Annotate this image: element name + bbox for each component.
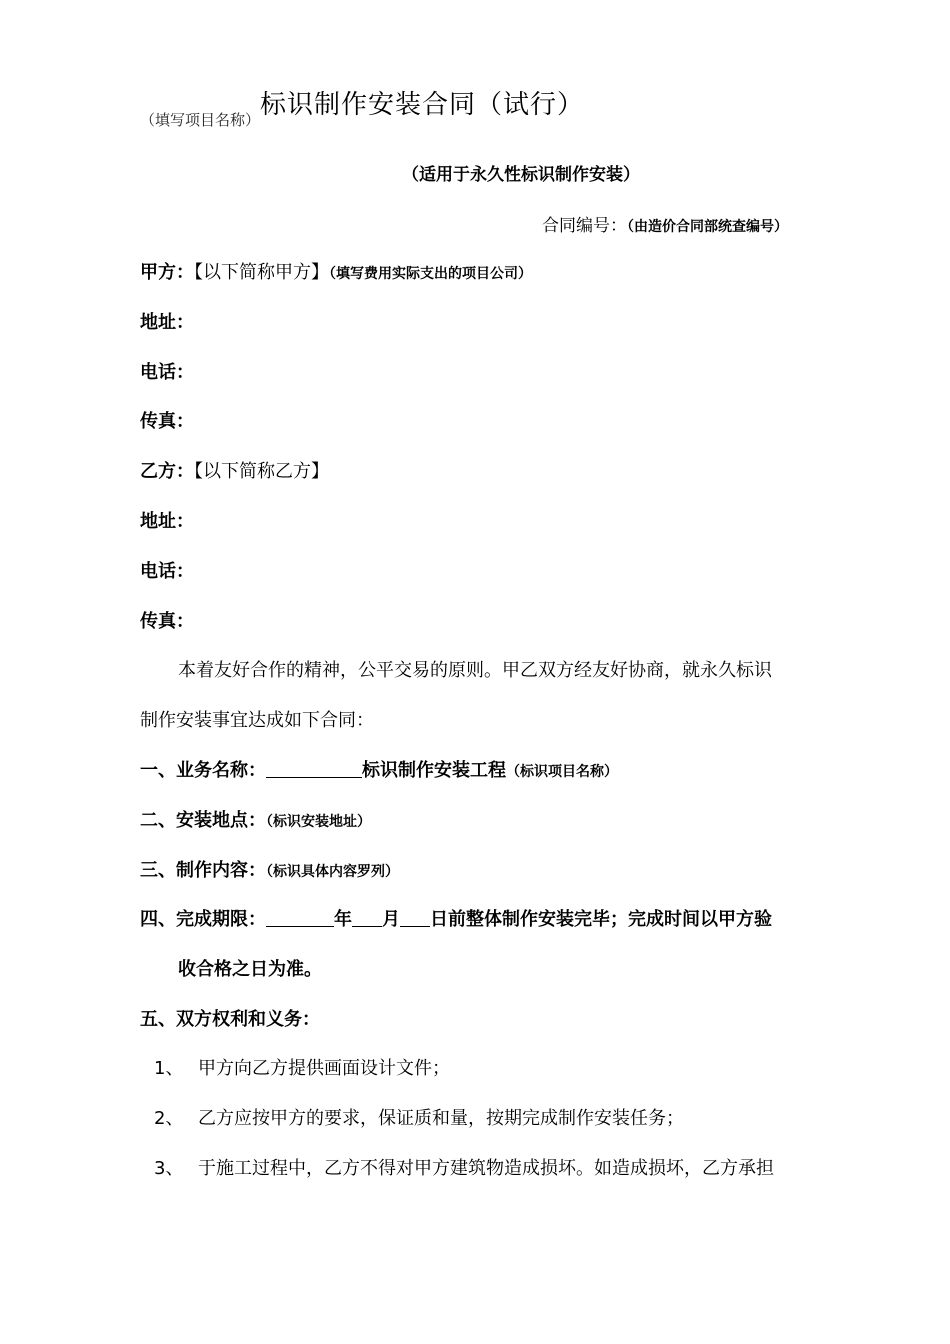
clause-4-label: 四、完成期限： bbox=[140, 909, 266, 930]
list-item-number: 3、 bbox=[154, 1158, 184, 1179]
list-item-number: 2、 bbox=[154, 1108, 184, 1129]
clause-1-blank bbox=[266, 761, 362, 778]
intro-line-1: 本着友好合作的精神，公平交易的原则。甲乙双方经友好协商，就永久标识 bbox=[178, 660, 772, 681]
clause-4-month: 月 bbox=[382, 909, 400, 930]
clause-2-label: 二、安装地点： bbox=[140, 810, 266, 831]
party-a-row bbox=[140, 258, 532, 284]
party-b-fax-label: 传真： bbox=[140, 611, 194, 632]
clause-4-year: 年 bbox=[334, 909, 352, 930]
clause-3-label: 三、制作内容： bbox=[140, 860, 266, 881]
clause-3-row bbox=[140, 856, 399, 882]
party-a-alias: 【以下简称甲方】 bbox=[194, 262, 329, 283]
party-a-label: 甲方： bbox=[140, 262, 194, 283]
list-item-text: 甲方向乙方提供画面设计文件； bbox=[198, 1058, 450, 1079]
party-b-label: 乙方： bbox=[140, 461, 194, 482]
clause-4-day-blank bbox=[400, 910, 430, 927]
party-a-phone-label: 电话： bbox=[140, 362, 194, 383]
clause-1-text: 标识制作安装工程 bbox=[362, 760, 506, 781]
contract-number-row bbox=[542, 211, 788, 236]
clause-4-line-2: 收合格之日为准。 bbox=[178, 959, 322, 980]
clause-5-label: 五、双方权利和义务： bbox=[140, 1009, 320, 1030]
intro-line-2: 制作安装事宜达成如下合同： bbox=[140, 710, 374, 731]
clause-1-note: （标识项目名称） bbox=[506, 764, 618, 780]
clause-4-month-blank bbox=[352, 910, 382, 927]
list-item-number: 1、 bbox=[154, 1058, 184, 1079]
clause-2-row bbox=[140, 806, 371, 832]
clause-1-label: 一、业务名称： bbox=[140, 760, 266, 781]
clause-4-row bbox=[140, 905, 772, 931]
title-row bbox=[140, 90, 585, 133]
clause-2-note: （标识安装地址） bbox=[266, 814, 371, 830]
party-b-address-label: 地址： bbox=[140, 511, 194, 532]
list-item-text: 乙方应按甲方的要求，保证质和量，按期完成制作安装任务； bbox=[198, 1108, 684, 1129]
party-a-note: （填写费用实际支出的项目公司） bbox=[329, 266, 532, 282]
document-title: 标识制作安装合同（试行） bbox=[260, 90, 585, 120]
contract-number-note: （由造价合同部统查编号） bbox=[627, 219, 788, 235]
contract-number-label: 合同编号： bbox=[542, 216, 627, 236]
clause-1-row bbox=[140, 756, 618, 782]
party-b-phone-label: 电话： bbox=[140, 561, 194, 582]
clause-4-rest: 日前整体制作安装完毕；完成时间以甲方验 bbox=[430, 909, 772, 930]
list-item-text: 于施工过程中，乙方不得对甲方建筑物造成损坏。如造成损坏，乙方承担 bbox=[198, 1158, 774, 1179]
list-item bbox=[154, 1104, 684, 1130]
party-b-row bbox=[140, 457, 329, 483]
party-a-fax-label: 传真： bbox=[140, 411, 194, 432]
clause-3-note: （标识具体内容罗列） bbox=[266, 864, 399, 880]
party-a-address-label: 地址： bbox=[140, 312, 194, 333]
party-b-alias: 【以下简称乙方】 bbox=[194, 461, 329, 482]
list-item bbox=[154, 1054, 450, 1080]
list-item bbox=[154, 1154, 774, 1180]
clause-4-year-blank bbox=[266, 910, 334, 927]
project-name-note: （填写项目名称） bbox=[140, 111, 261, 129]
document-subtitle: （适用于永久性标识制作安装） bbox=[402, 165, 640, 185]
